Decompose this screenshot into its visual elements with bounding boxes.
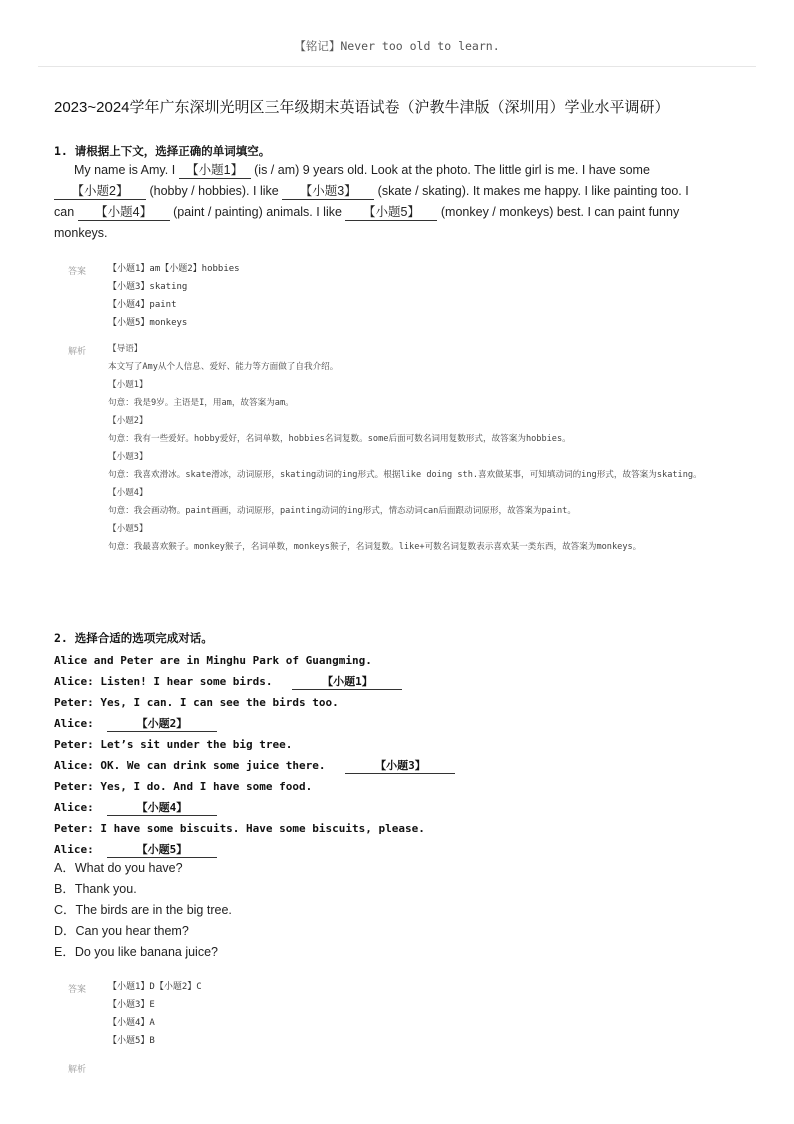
dialogue-line: Peter: Yes, I do. And I have some food. [54,780,313,793]
dialogue-intro: Alice and Peter are in Minghu Park of Guangming. [54,654,372,667]
q2-blank-5[interactable]: 【小题5】 [107,842,217,858]
answer-line: 【小题3】E [108,1000,155,1010]
answer-line: 【小题4】paint [108,300,177,310]
page-header: 【铭记】Never too old to learn. [294,39,500,53]
option-c[interactable]: C．The birds are in the big tree. [54,903,232,917]
q1-seg: (hobby / hobbies). I like [146,184,283,198]
q2-answers [108,978,202,1050]
q2-analysis-label: 解析 [68,1065,87,1075]
q2-blank-3[interactable]: 【小题3】 [345,758,455,774]
q1-blank-3[interactable]: 【小题3】 [282,184,374,200]
q1-passage [54,160,726,244]
exam-title: 2023~2024学年广东深圳光明区三年级期末英语试卷（沪教牛津版（深圳用）学业水平调研） [54,99,670,116]
option-b[interactable]: B．Thank you. [54,882,137,896]
dialogue-line: Alice: 【小题2】 [54,713,455,734]
q2-heading: 2. 选择合适的选项完成对话。 [54,631,213,645]
answer-line: 【小题1】D【小题2】C [108,982,202,992]
q1-analysis [108,340,728,556]
q1-blank-4[interactable]: 【小题4】 [78,205,170,221]
q1-blank-1[interactable]: 【小题1】 [179,163,251,179]
answer-line: 【小题1】am【小题2】hobbies [108,264,240,274]
dialogue-line: Alice: OK. We can drink some juice there. 【小题3】 [54,755,455,776]
q2-blank-2[interactable]: 【小题2】 [107,716,217,732]
dialogue-line: Peter: Let’s sit under the big tree. [54,738,293,751]
q1-seg: can [54,205,78,219]
dialogue-line: Alice: Listen! I hear some birds. 【小题1】 [54,671,455,692]
analysis-line: 句意：我喜欢滑冰。skate滑冰，动词原形，skating动词的ing形式。根据like doing sth.喜欢做某事，可知填动词的ing形式，故答案为skating。 [108,470,702,480]
q2-options [54,858,232,963]
option-d[interactable]: D．Can you hear them? [54,924,189,938]
q2-blank-1[interactable]: 【小题1】 [292,674,402,690]
answer-line: 【小题5】B [108,1036,155,1046]
q1-seg: (monkey / monkeys) best. I can paint funny [437,205,680,219]
answer-line: 【小题3】skating [108,282,188,292]
q1-answer-label: 答案 [68,267,87,277]
analysis-line: 句意：我是9岁。主语是I，用am，故答案为am。 [108,398,294,408]
analysis-line: 【小题1】 [108,380,148,390]
analysis-line: 【小题5】 [108,524,148,534]
analysis-line: 句意：我会画动物。paint画画，动词原形，painting动词的ing形式，情态动词can后面跟动词原形，故答案为paint。 [108,506,576,516]
dialogue-line: Alice: 【小题5】 [54,839,455,860]
q1-seg: monkeys. [54,226,108,240]
q1-seg: (skate / skating). It makes me happy. I like painting too. I [374,184,689,198]
analysis-line: 【导语】 [108,344,143,354]
analysis-line: 【小题2】 [108,416,148,426]
q1-seg: My name is Amy. I [74,163,179,177]
analysis-line: 【小题4】 [108,488,148,498]
q1-analysis-label: 解析 [68,347,87,357]
q1-seg: (is / am) 9 years old. Look at the photo. The little girl is me. I have some [250,163,650,177]
q1-answers [108,260,240,332]
analysis-line: 本文写了Amy从个人信息、爱好、能力等方面做了自我介绍。 [108,362,339,372]
dialogue-line: Peter: I have some biscuits. Have some biscuits, please. [54,822,425,835]
analysis-line: 【小题3】 [108,452,148,462]
answer-line: 【小题4】A [108,1018,155,1028]
q1-seg: (paint / painting) animals. I like [169,205,346,219]
dialogue-line: Peter: Yes, I can. I can see the birds too. [54,696,339,709]
option-e[interactable]: E．Do you like banana juice? [54,945,218,959]
answer-line: 【小题5】monkeys [108,318,188,328]
dialogue-line: Alice: 【小题4】 [54,797,455,818]
q1-blank-5[interactable]: 【小题5】 [345,205,437,221]
q2-dialogue [54,650,455,860]
q2-answer-label: 答案 [68,985,87,995]
q1-heading: 1. 请根据上下文，选择正确的单词填空。 [54,144,271,158]
analysis-line: 句意：我最喜欢猴子。monkey猴子，名词单数，monkeys猴子，名词复数。like+可数名词复数表示喜欢某一类东西，故答案为monkeys。 [108,542,642,552]
option-a[interactable]: A．What do you have? [54,861,183,875]
analysis-line: 句意：我有一些爱好。hobby爱好，名词单数，hobbies名词复数。some后面可数名词用复数形式，故答案为hobbies。 [108,434,571,444]
q1-blank-2[interactable]: 【小题2】 [54,184,146,200]
header-divider [38,66,756,67]
q2-blank-4[interactable]: 【小题4】 [107,800,217,816]
